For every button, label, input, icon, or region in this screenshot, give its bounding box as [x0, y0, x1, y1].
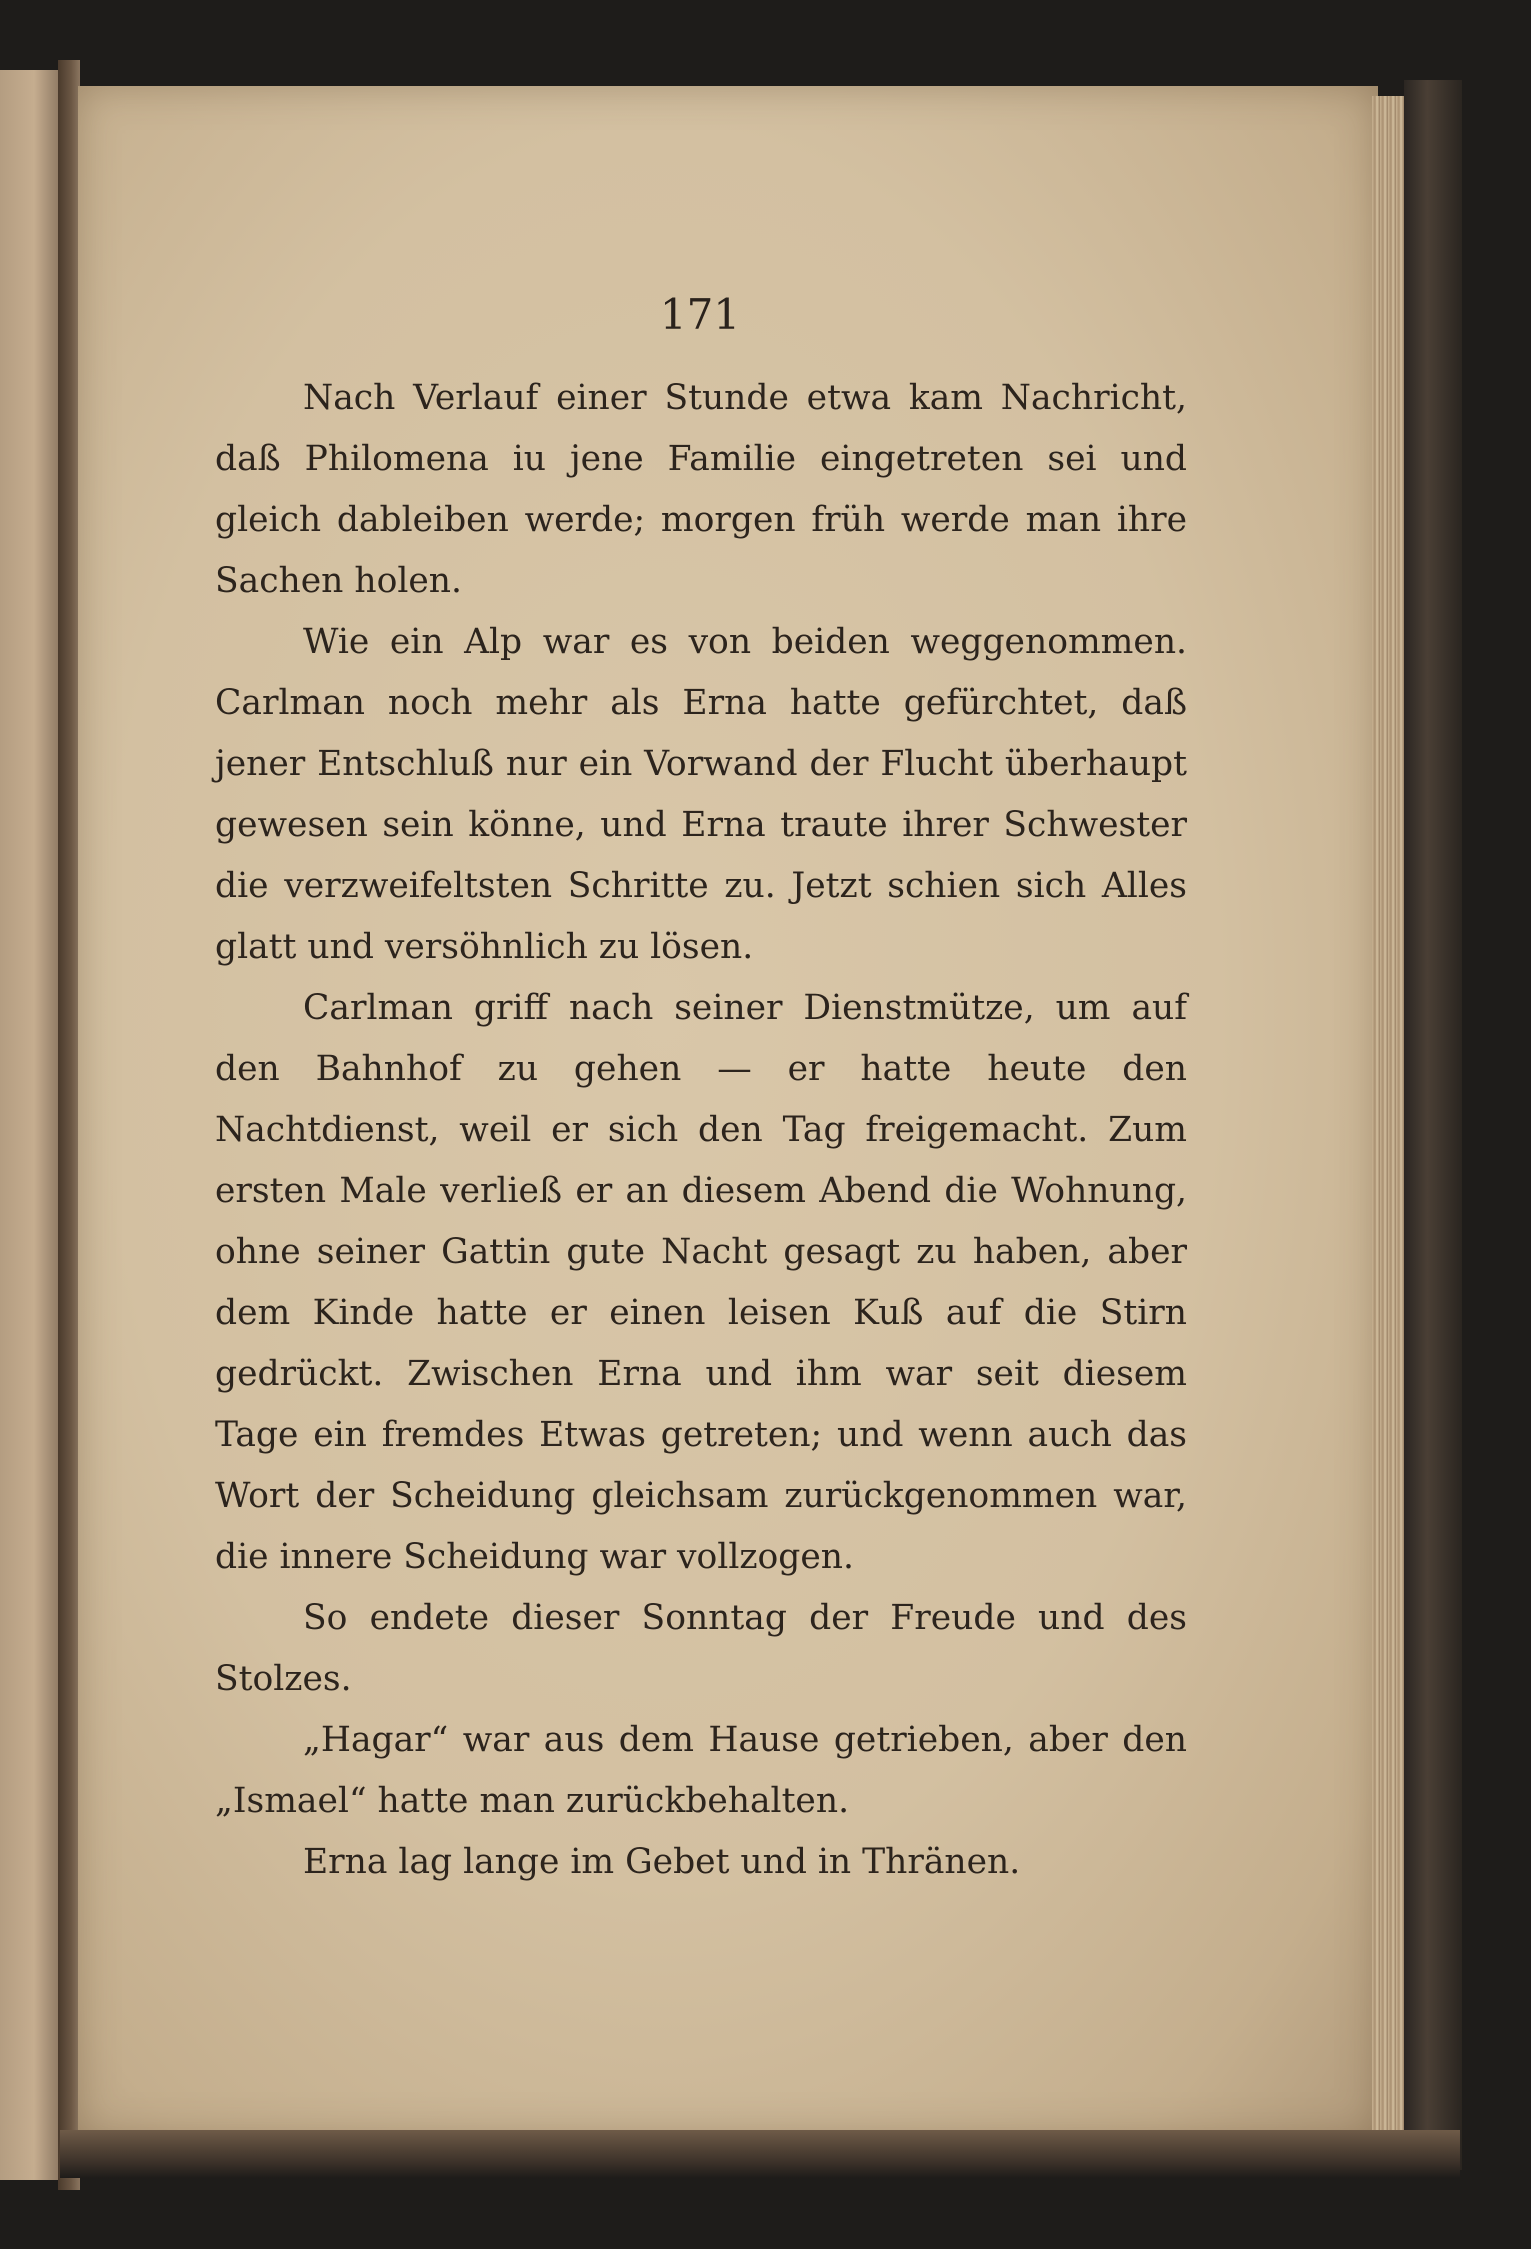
paragraph: „Hagar“ war aus dem Hause getrieben, aber den „Ismael“ hatte man zurückbehalten.: [215, 1720, 1187, 1821]
book-cover-bottom: [60, 2130, 1460, 2178]
left-page-edge: [0, 70, 62, 2180]
paragraph: Erna lag lange im Gebet und in Thränen.: [303, 1842, 1021, 1882]
paragraph: Nach Verlauf einer Stunde etwa kam Nachricht, daß Philomena iu jene Familie eingetreten sei und gleich dableiben werde; morgen früh werde man ihre Sachen holen.: [215, 378, 1187, 601]
paragraph: Wie ein Alp war es von beiden weggenommen. Carlman noch mehr als Erna hatte gefürchtet, daß jener Entschluß nur ein Vorwand der Flucht überhaupt gewesen sein könne, und Erna traute ihrer Schwester die verzweifeltsten Schritte zu. Jetzt schien sich Alles glatt und versöhnlich zu lösen.: [215, 622, 1187, 967]
paragraph: Carlman griff nach seiner Dienstmütze, um auf den Bahnhof zu gehen — er hatte heute den Nachtdienst, weil er sich den Tag freigemacht. Zum ersten Male verließ er an diesem Abend die Wohnung, ohne seiner Gattin gute Nacht gesagt zu haben, aber dem Kinde hatte er einen leisen Kuß auf die Stirn gedrückt. Zwischen Erna und ihm war seit diesem Tage ein fremdes Etwas getreten; und wenn auch das Wort der Scheidung gleichsam zurückgenommen war, die innere Scheidung war vollzogen.: [215, 988, 1187, 1577]
body-text: [215, 368, 1187, 1893]
paragraph: So endete dieser Sonntag der Freude und des Stolzes.: [215, 1598, 1187, 1699]
book-gutter: [58, 60, 80, 2190]
book-cover-right: [1404, 80, 1462, 2170]
page-number: 171: [659, 290, 741, 339]
